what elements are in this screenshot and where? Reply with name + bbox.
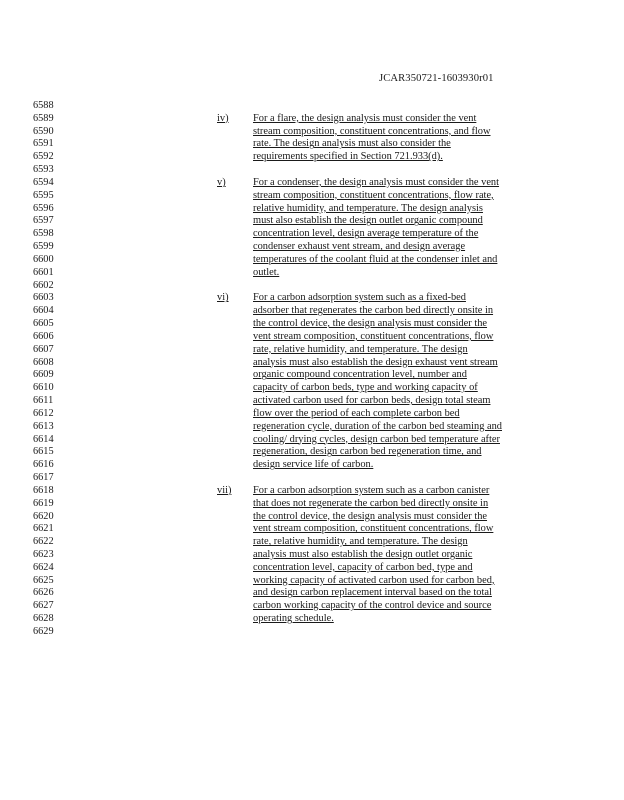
subsection-marker: vii) [217,484,232,496]
document-line [0,126,624,139]
line-number: 6590 [33,125,54,137]
line-text: adsorber that regenerates the carbon bed directly onsite in [253,305,494,317]
document-line [0,228,624,241]
line-text: operating schedule. [253,613,334,625]
line-text: For a flare, the design analysis must consider the vent [253,112,477,124]
document-line [0,472,624,485]
line-number: 6628 [33,613,54,625]
document-line [0,164,624,177]
line-text: For a condenser, the design analysis must consider the vent [253,176,500,188]
line-number: 6592 [33,151,54,163]
line-number: 6620 [33,510,54,522]
line-number: 6608 [33,356,54,368]
document-line [0,575,624,588]
document-line [0,357,624,370]
subsection-marker: iv) [217,112,229,124]
line-text: flow over the period of each complete carbon bed [253,407,460,419]
document-line [0,626,624,639]
line-number: 6593 [33,164,54,176]
line-number: 6604 [33,305,54,317]
line-text: carbon working capacity of the control device and source [253,600,492,612]
line-text: For a carbon adsorption system such as a fixed-bed [253,292,466,304]
line-number: 6613 [33,420,54,432]
document-line [0,305,624,318]
line-number: 6625 [33,574,54,586]
line-number: 6591 [33,138,54,150]
line-number: 6611 [33,395,54,407]
line-number: 6609 [33,369,54,381]
line-text: stream composition, constituent concentrations, flow rate, [253,189,494,201]
document-line [0,421,624,434]
line-number: 6617 [33,472,54,484]
document-line [0,511,624,524]
document-line [0,151,624,164]
document-line [0,344,624,357]
document-line [0,177,624,190]
document-line [0,100,624,113]
line-text: and design carbon replacement interval based on the total [253,587,492,599]
document-line [0,523,624,536]
line-text: concentration level, design average temperature of the [253,228,479,240]
line-number: 6610 [33,382,54,394]
line-number: 6626 [33,587,54,599]
document-line [0,113,624,126]
document-line [0,138,624,151]
line-number: 6601 [33,266,54,278]
line-number: 6595 [33,189,54,201]
subsection-marker: v) [217,176,226,188]
line-number: 6615 [33,446,54,458]
document-id-header: JCAR350721-1603930r01 [379,73,494,84]
line-number: 6621 [33,523,54,535]
line-number: 6598 [33,228,54,240]
line-text: rate, relative humidity, and temperature. The design [253,536,468,548]
line-number: 6616 [33,459,54,471]
line-text: rate. The design analysis must also consider the [253,138,451,150]
document-line [0,292,624,305]
document-line [0,446,624,459]
document-line [0,215,624,228]
line-text: design service life of carbon. [253,459,374,471]
line-text: the control device, the design analysis must consider the [253,510,488,522]
line-text: organic compound concentration level, number and [253,369,467,381]
document-line [0,459,624,472]
line-number: 6602 [33,279,54,291]
line-number: 6606 [33,330,54,342]
line-text: regeneration, design carbon bed regeneration time, and [253,446,482,458]
document-line [0,267,624,280]
line-number: 6588 [33,100,54,111]
line-number: 6594 [33,176,54,188]
document-line [0,613,624,626]
line-text: working capacity of activated carbon used for carbon bed, [253,574,495,586]
line-number: 6607 [33,343,54,355]
line-number: 6600 [33,253,54,265]
line-number: 6629 [33,625,54,637]
line-number: 6599 [33,241,54,253]
line-number: 6618 [33,484,54,496]
document-line [0,549,624,562]
line-number: 6619 [33,497,54,509]
document-line [0,280,624,293]
line-number: 6589 [33,112,54,124]
document-line [0,382,624,395]
line-text: stream composition, constituent concentrations, and flow [253,125,491,137]
line-text: vent stream composition, constituent concentrations, flow [253,523,494,535]
line-text: analysis must also establish the design exhaust vent stream [253,356,498,368]
line-number: 6614 [33,433,54,445]
document-body [0,100,624,639]
line-number: 6627 [33,600,54,612]
document-line [0,485,624,498]
line-number: 6603 [33,292,54,304]
subsection-marker: vi) [217,292,229,304]
line-number: 6597 [33,215,54,227]
line-text: relative humidity, and temperature. The design analysis [253,202,483,214]
line-text: the control device, the design analysis must consider the [253,318,488,330]
document-line [0,190,624,203]
document-line [0,369,624,382]
document-line [0,318,624,331]
document-line [0,498,624,511]
line-number: 6623 [33,548,54,560]
document-line [0,536,624,549]
line-number: 6612 [33,407,54,419]
line-text: activated carbon used for carbon beds, design total steam [253,395,491,407]
line-text: rate, relative humidity, and temperature. The design [253,343,468,355]
line-text: must also establish the design outlet organic compound [253,215,483,227]
line-number: 6624 [33,561,54,573]
document-line [0,241,624,254]
line-number: 6605 [33,318,54,330]
line-text: regeneration cycle, duration of the carbon bed steaming and [253,420,502,432]
line-text: cooling/ drying cycles, design carbon bed temperature after [253,433,500,445]
document-line [0,408,624,421]
line-text: requirements specified in Section 721.933(d). [253,151,443,163]
line-number: 6622 [33,536,54,548]
document-line [0,331,624,344]
line-text: temperatures of the coolant fluid at the condenser inlet and [253,253,498,265]
document-line [0,254,624,267]
line-text: outlet. [253,266,280,278]
document-line [0,203,624,216]
line-text: condenser exhaust vent stream, and design average [253,241,466,253]
document-line [0,562,624,575]
line-text: For a carbon adsorption system such as a carbon canister [253,484,490,496]
document-line [0,434,624,447]
line-text: capacity of carbon beds, type and working capacity of [253,382,478,394]
line-text: analysis must also establish the design outlet organic [253,548,473,560]
document-line [0,587,624,600]
line-text: that does not regenerate the carbon bed directly onsite in [253,497,489,509]
line-number: 6596 [33,202,54,214]
document-line [0,600,624,613]
line-text: concentration level, capacity of carbon bed, type and [253,561,473,573]
document-line [0,395,624,408]
line-text: vent stream composition, constituent concentrations, flow [253,330,494,342]
